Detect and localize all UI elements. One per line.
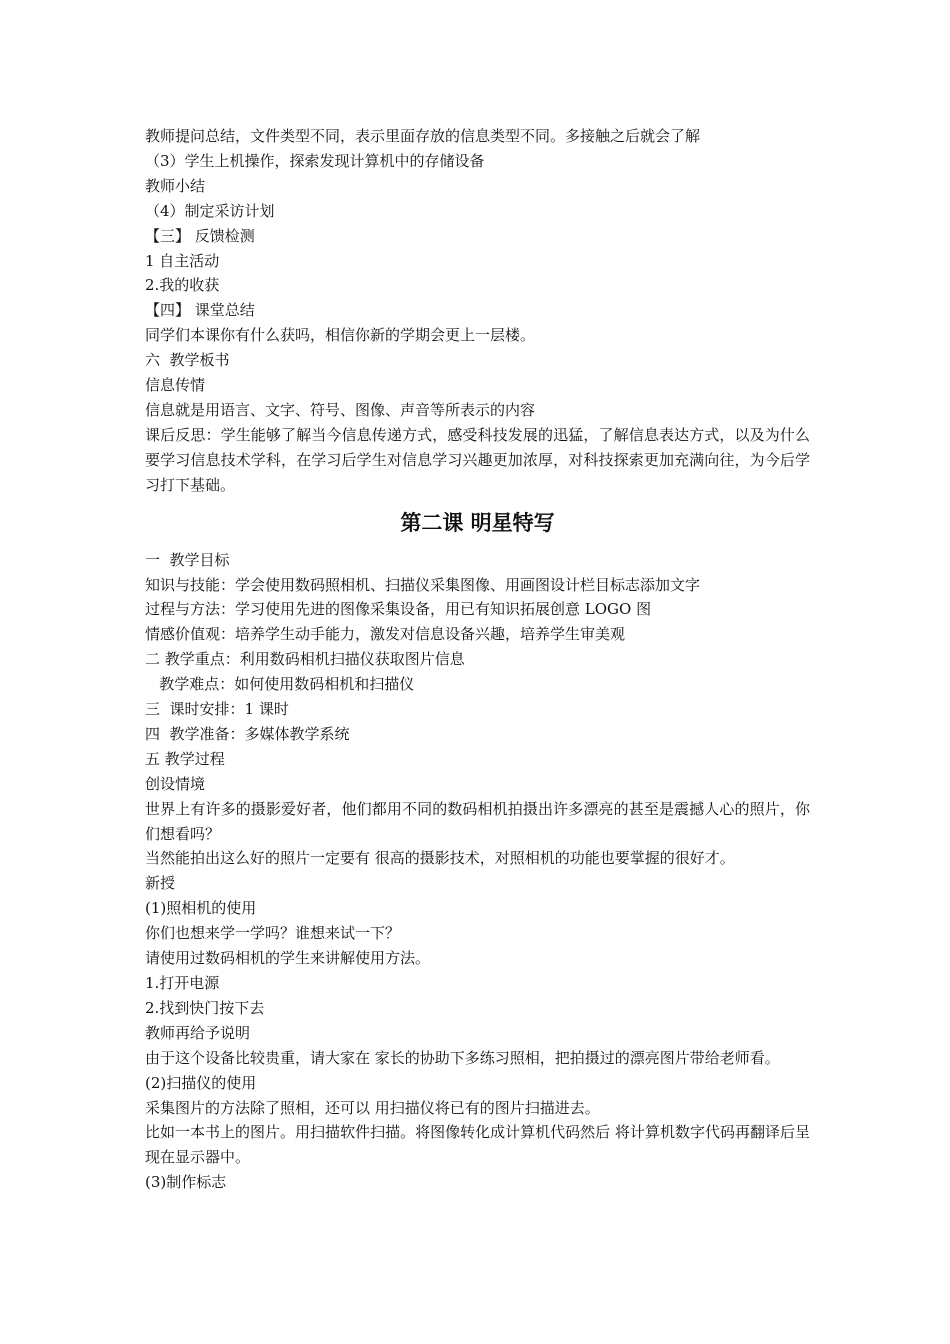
document-page (145, 124, 810, 1195)
text-line: 过程与方法：学习使用先进的图像采集设备，用已有知识拓展创意 LOGO 图 (145, 600, 652, 619)
lesson-title: 第二课 明星特写 (400, 510, 555, 535)
text-line: 2.找到快门按下去 (145, 998, 265, 1017)
text-line: 二 教学重点：利用数码相机扫描仪获取图片信息 (145, 650, 465, 669)
text-line: 采集图片的方法除了照相，还可以 用扫描仪将已有的图片扫描进去。 (145, 1098, 600, 1117)
section-heading: 【四】 课堂总结 (145, 301, 255, 320)
text-line: 教师小结 (145, 176, 206, 195)
text-line: 知识与技能：学会使用数码照相机、扫描仪采集图像、用画图设计栏目标志添加文字 (145, 575, 701, 594)
text-line: 请使用过数码相机的学生来讲解使用方法。 (145, 949, 431, 968)
text-line: 新授 (145, 874, 176, 893)
text-line: 情感价值观：培养学生动手能力，激发对信息设备兴趣，培养学生审美观 (145, 625, 626, 644)
text-line: （3）学生上机操作，探索发现计算机中的存储设备 (145, 151, 485, 170)
text-paragraph: 比如一本书上的图片。用扫描软件扫描。将图像转化成计算机代码然后 将计算机数字代码再翻译后呈现在显示器中。 (145, 1123, 810, 1167)
text-line: 1.打开电源 (145, 974, 220, 992)
text-line: 教师再给予说明 (145, 1023, 251, 1042)
text-line: 当然能拍出这么好的照片一定要有 很高的摄影技术，对照相机的功能也要掌握的很好才。 (145, 849, 735, 868)
section-heading: 一 教学目标 (145, 550, 230, 569)
text-paragraph: 由于这个设备比较贵重，请大家在 家长的协助下多练习照相，把拍摄过的漂亮图片带给老师看。 (145, 1048, 780, 1067)
text-line: 2.我的收获 (145, 276, 220, 295)
section-heading: 【三】 反馈检测 (145, 226, 255, 245)
reflection-paragraph: 课后反思：学生能够了解当今信息传递方式，感受科技发展的迅猛，了解信息表达方式，以及为什么要学习信息技术学科，在学习后学生对信息学习兴趣更加浓厚，对科技探索更加充满向往，为今后学习打下基础。 (145, 425, 810, 494)
text-line: 三 课时安排：1 课时 (145, 700, 289, 719)
text-line: 你们也想来学一学吗？谁想来试一下？ (145, 924, 401, 943)
text-line: 创设情境 (145, 774, 206, 793)
text-line: 同学们本课你有什么获吗，相信你新的学期会更上一层楼。 (145, 326, 536, 345)
text-line: 信息传情 (145, 376, 206, 395)
text-line: 教师提问总结，文件类型不同，表示里面存放的信息类型不同。多接触之后就会了解 (145, 127, 701, 145)
text-line: 教学难点：如何使用数码相机和扫描仪 (145, 675, 415, 694)
section-heading: 六 教学板书 (145, 351, 230, 370)
text-line: (3)制作标志 (145, 1173, 227, 1192)
text-line: (2)扫描仪的使用 (145, 1073, 257, 1092)
text-line: (1)照相机的使用 (145, 899, 257, 918)
section-heading: 五 教学过程 (145, 749, 225, 768)
text-paragraph: 世界上有许多的摄影爱好者，他们都用不同的数码相机拍摄出许多漂亮的甚至是震撼人心的照片，你们想看吗？ (145, 799, 810, 843)
text-line: 1 自主活动 (145, 251, 220, 270)
text-line: 信息就是用语言、文字、符号、图像、声音等所表示的内容 (145, 400, 536, 419)
text-line: （4）制定采访计划 (145, 201, 275, 220)
text-line: 四 教学准备：多媒体教学系统 (145, 724, 350, 743)
